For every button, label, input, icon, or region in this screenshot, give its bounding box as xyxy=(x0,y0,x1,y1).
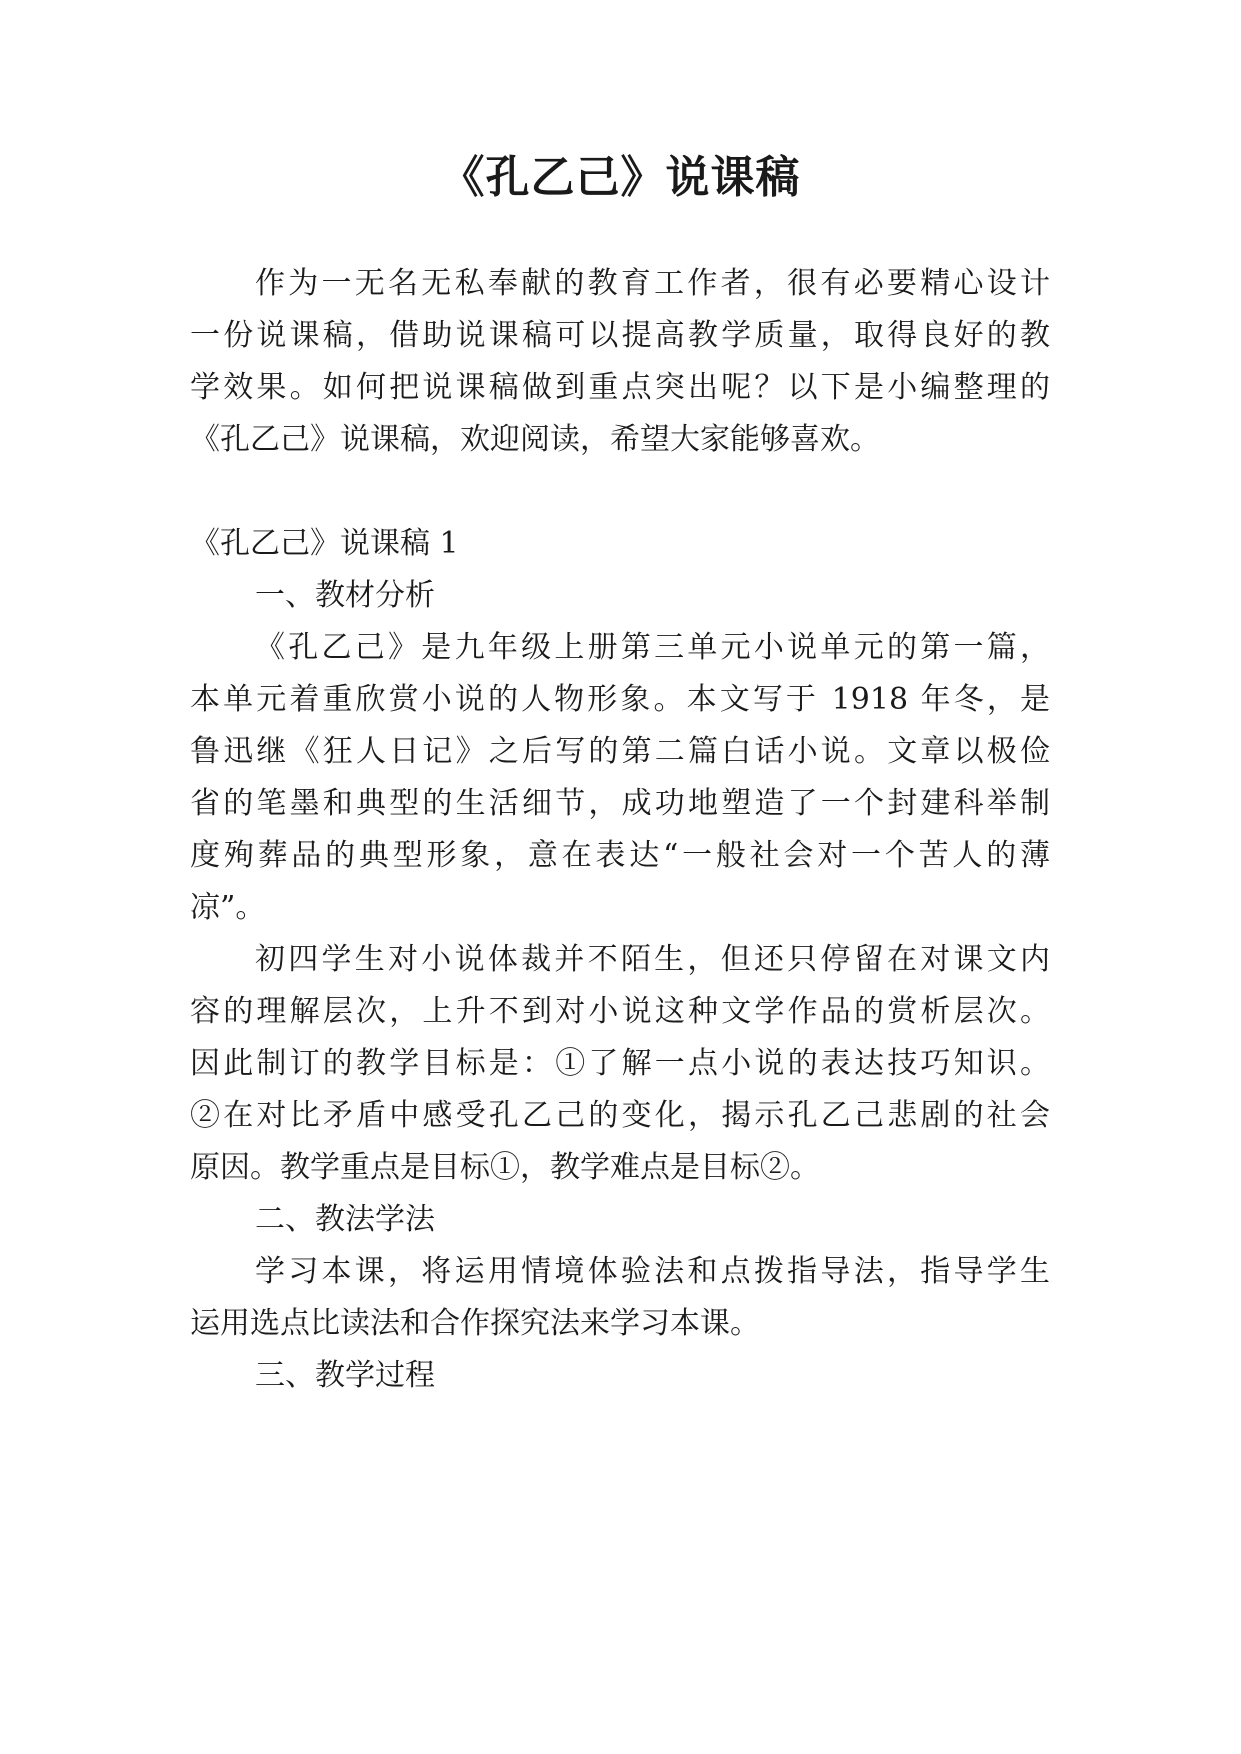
paragraph-line: 本单元着重欣赏小说的人物形象。本文写于 1918 年冬，是 xyxy=(190,682,1050,717)
paragraph-line: 凉”。 xyxy=(190,890,266,925)
section-title: 《孔乙己》说课稿 1 xyxy=(190,526,459,561)
intro-line: 学效果。如何把说课稿做到重点突出呢？以下是小编整理的 xyxy=(190,370,1050,405)
heading-teaching-material: 一、教材分析 xyxy=(255,578,435,613)
paragraph-line: 省的笔墨和典型的生活细节，成功地塑造了一个封建科举制 xyxy=(190,786,1050,821)
paragraph-line: 运用选点比读法和合作探究法来学习本课。 xyxy=(190,1306,760,1341)
intro-line: 作为一无名无私奉献的教育工作者，很有必要精心设计 xyxy=(255,266,1050,301)
document-title: 《孔乙己》说课稿 xyxy=(440,152,801,203)
paragraph-line: 鲁迅继《狂人日记》之后写的第二篇白话小说。文章以极俭 xyxy=(190,734,1050,769)
paragraph-line: 学习本课，将运用情境体验法和点拨指导法，指导学生 xyxy=(255,1254,1050,1289)
paragraph-line: ②在对比矛盾中感受孔乙己的变化，揭示孔乙己悲剧的社会 xyxy=(190,1098,1050,1133)
intro-line: 一份说课稿，借助说课稿可以提高教学质量，取得良好的教 xyxy=(190,318,1050,353)
paragraph-line: 初四学生对小说体裁并不陌生，但还只停留在对课文内 xyxy=(255,942,1050,977)
paragraph-line: 《孔乙己》是九年级上册第三单元小说单元的第一篇， xyxy=(255,630,1050,665)
heading-teaching-methods: 二、教法学法 xyxy=(255,1202,435,1237)
intro-line: 《孔乙己》说课稿，欢迎阅读，希望大家能够喜欢。 xyxy=(190,422,880,457)
paragraph-line: 容的理解层次，上升不到对小说这种文学作品的赏析层次。 xyxy=(190,994,1050,1029)
paragraph-line: 度殉葬品的典型形象，意在表达“一般社会对一个苦人的薄 xyxy=(190,838,1050,873)
paragraph-line: 因此制订的教学目标是：①了解一点小说的表达技巧知识。 xyxy=(190,1046,1050,1081)
heading-teaching-process: 三、教学过程 xyxy=(255,1358,435,1393)
paragraph-line: 原因。教学重点是目标①，教学难点是目标②。 xyxy=(190,1150,820,1185)
